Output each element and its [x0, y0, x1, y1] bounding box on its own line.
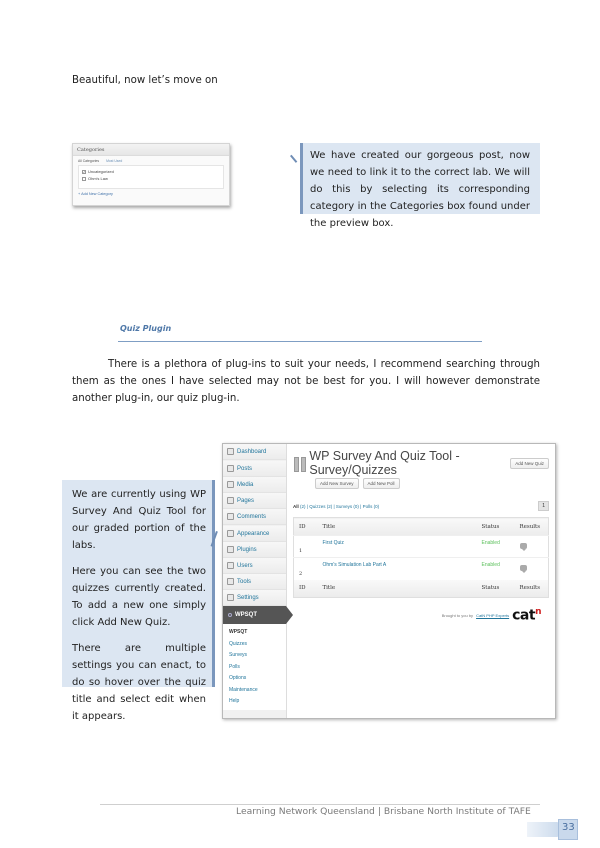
- submenu-maintenance[interactable]: Maintenance: [229, 686, 258, 693]
- quiz-title-link[interactable]: First Quiz: [318, 536, 477, 558]
- category-item-uncategorized[interactable]: [82, 168, 220, 175]
- results-bubble-icon[interactable]: [520, 565, 527, 571]
- results-cell[interactable]: [515, 558, 549, 580]
- add-new-poll-button[interactable]: Add New Poll: [363, 478, 400, 489]
- section-heading: Quiz Plugin: [120, 324, 172, 333]
- tab-most-used[interactable]: Most Used: [106, 159, 123, 163]
- section-paragraph: There is a plethora of plug-ins to suit your needs, I recommend searching through them as the ones I have selected may not be best for you. I will however demonstrate another plug-in, our quiz plug-in.: [72, 359, 540, 404]
- col-title[interactable]: Title: [318, 580, 477, 598]
- callout-categories: [300, 143, 540, 229]
- col-status[interactable]: Status: [477, 518, 515, 536]
- wp-sidebar: [223, 444, 287, 718]
- filter-all-count: (2): [300, 503, 306, 509]
- col-status[interactable]: Status: [477, 580, 515, 598]
- nav-label: WPSQT: [235, 612, 257, 618]
- media-icon: [227, 481, 234, 488]
- nav-dashboard[interactable]: [223, 444, 286, 460]
- wp-title-row: [293, 449, 549, 477]
- nav-posts[interactable]: [223, 461, 286, 477]
- nav-label: Settings: [237, 594, 259, 601]
- checkbox-checked-icon[interactable]: ✓: [83, 169, 86, 174]
- col-results[interactable]: Results: [515, 580, 549, 598]
- filter-bar: [293, 501, 549, 511]
- nav-label: Plugins: [237, 546, 257, 553]
- callout-connector: [290, 155, 297, 163]
- plugins-icon: [227, 546, 234, 553]
- section-divider: [118, 341, 482, 342]
- quiz-table: [293, 517, 549, 598]
- nav-pages[interactable]: [223, 493, 286, 509]
- dashboard-icon: [227, 448, 234, 455]
- nav-tools[interactable]: [223, 574, 286, 590]
- footer-text: Learning Network Queensland | Brisbane North Institute of TAFE: [236, 806, 531, 817]
- users-icon: [227, 562, 234, 569]
- col-results[interactable]: Results: [515, 518, 549, 536]
- credit: [442, 607, 541, 624]
- category-list: [78, 165, 224, 189]
- checkbox-icon[interactable]: [82, 177, 86, 181]
- nav-media[interactable]: [223, 477, 286, 493]
- table-row: [294, 558, 549, 580]
- table-footer: [294, 580, 549, 598]
- logo-text: cat: [512, 607, 536, 624]
- row-id: 1: [294, 536, 318, 558]
- submenu-quizzes[interactable]: Quizzes: [229, 640, 248, 647]
- callout-quiz-tool: [62, 480, 215, 722]
- pages-icon: [227, 497, 234, 504]
- wp-button-row: [315, 478, 549, 489]
- add-new-category-link[interactable]: + Add New Category: [78, 192, 113, 196]
- nav-appearance[interactable]: [223, 526, 286, 542]
- page-number-tab: [527, 819, 579, 840]
- submenu-wpsqt[interactable]: WPSQT: [229, 629, 248, 635]
- credit-link[interactable]: CatN PHP Experts: [476, 612, 510, 618]
- catn-logo: [512, 607, 541, 624]
- callout-text: We have created our gorgeous post, now we need to link it to the correct lab. We will do this by selecting its corresponding category in the Categories box found under the preview box.: [310, 150, 530, 229]
- submenu-options[interactable]: Options: [229, 675, 247, 681]
- results-cell[interactable]: [515, 536, 549, 558]
- nav-wpsqt-active[interactable]: [223, 606, 286, 624]
- submenu-surveys[interactable]: Surveys: [229, 652, 248, 658]
- wpsqt-submenu: [223, 624, 286, 710]
- nav-plugins[interactable]: [223, 542, 286, 558]
- credit-prefix: Brought to you by: [441, 612, 474, 618]
- wpsqt-icon: [228, 613, 232, 617]
- page-title: WP Survey And Quiz Tool - Survey/Quizzes: [309, 449, 460, 477]
- nav-settings[interactable]: [223, 590, 286, 606]
- nav-comments[interactable]: [223, 509, 286, 525]
- categories-screenshot: [72, 143, 230, 206]
- col-title[interactable]: Title: [318, 518, 477, 536]
- nav-label: Dashboard: [237, 448, 267, 455]
- tools-icon: [293, 455, 304, 471]
- filter-links: [293, 504, 379, 509]
- settings-icon: [227, 594, 234, 601]
- filter-others[interactable]: | Quizzes (2) | Surveys (0) | Polls (0): [306, 503, 380, 509]
- intro-text: Beautiful, now let’s move on: [72, 75, 218, 86]
- status-badge: Enabled: [477, 536, 515, 558]
- pagination-page[interactable]: 1: [538, 501, 549, 511]
- tab-all-categories[interactable]: All Categories: [78, 159, 100, 163]
- nav-label: Comments: [237, 513, 267, 520]
- results-bubble-icon[interactable]: [520, 543, 527, 549]
- appearance-icon: [227, 530, 234, 537]
- nav-label: Appearance: [237, 530, 270, 537]
- status-badge: Enabled: [477, 558, 515, 580]
- page-number: 33: [562, 822, 575, 833]
- category-label: Uncategorized: [88, 169, 114, 174]
- wp-admin-screenshot: [222, 443, 556, 719]
- table-row: [294, 536, 549, 558]
- nav-users[interactable]: [223, 558, 286, 574]
- tools-icon: [227, 578, 234, 585]
- callout-paragraph: There are multiple settings you can enact, to do so hover over the quiz title and select edit when it appears.: [72, 643, 206, 722]
- category-item-ohms-law[interactable]: [82, 175, 220, 182]
- comments-icon: [227, 513, 234, 520]
- nav-label: Tools: [237, 578, 252, 585]
- add-new-survey-button[interactable]: Add New Survey: [315, 478, 359, 489]
- submenu-polls[interactable]: Polls: [229, 663, 240, 670]
- callout-paragraph: We are currently using WP Survey And Quiz Tool for our graded portion of the labs.: [72, 489, 206, 551]
- nav-label: Media: [237, 481, 254, 488]
- col-id[interactable]: ID: [294, 580, 318, 598]
- callout-paragraph: Here you can see the two quizzes currently created. To add a new one simply click Add New Quiz.: [72, 566, 206, 628]
- quiz-title-link[interactable]: Ohm's Simulation Lab Part A: [318, 558, 477, 580]
- wp-main: [287, 444, 555, 718]
- row-id: 2: [294, 558, 318, 580]
- categories-tabs: [73, 156, 229, 165]
- submenu-help[interactable]: Help: [229, 698, 240, 704]
- table-header: [294, 518, 549, 536]
- nav-label: Pages: [237, 497, 255, 504]
- posts-icon: [227, 465, 234, 472]
- nav-label: Users: [237, 562, 253, 569]
- categories-title: Categories: [73, 144, 229, 156]
- logo-sup: n: [535, 607, 541, 617]
- filter-all[interactable]: All: [293, 503, 299, 509]
- nav-label: Posts: [237, 465, 253, 472]
- category-label: Ohm's Law: [88, 176, 108, 181]
- col-id[interactable]: ID: [294, 518, 318, 536]
- footer-divider: [100, 804, 540, 805]
- add-new-quiz-button[interactable]: Add New Quiz: [510, 458, 549, 469]
